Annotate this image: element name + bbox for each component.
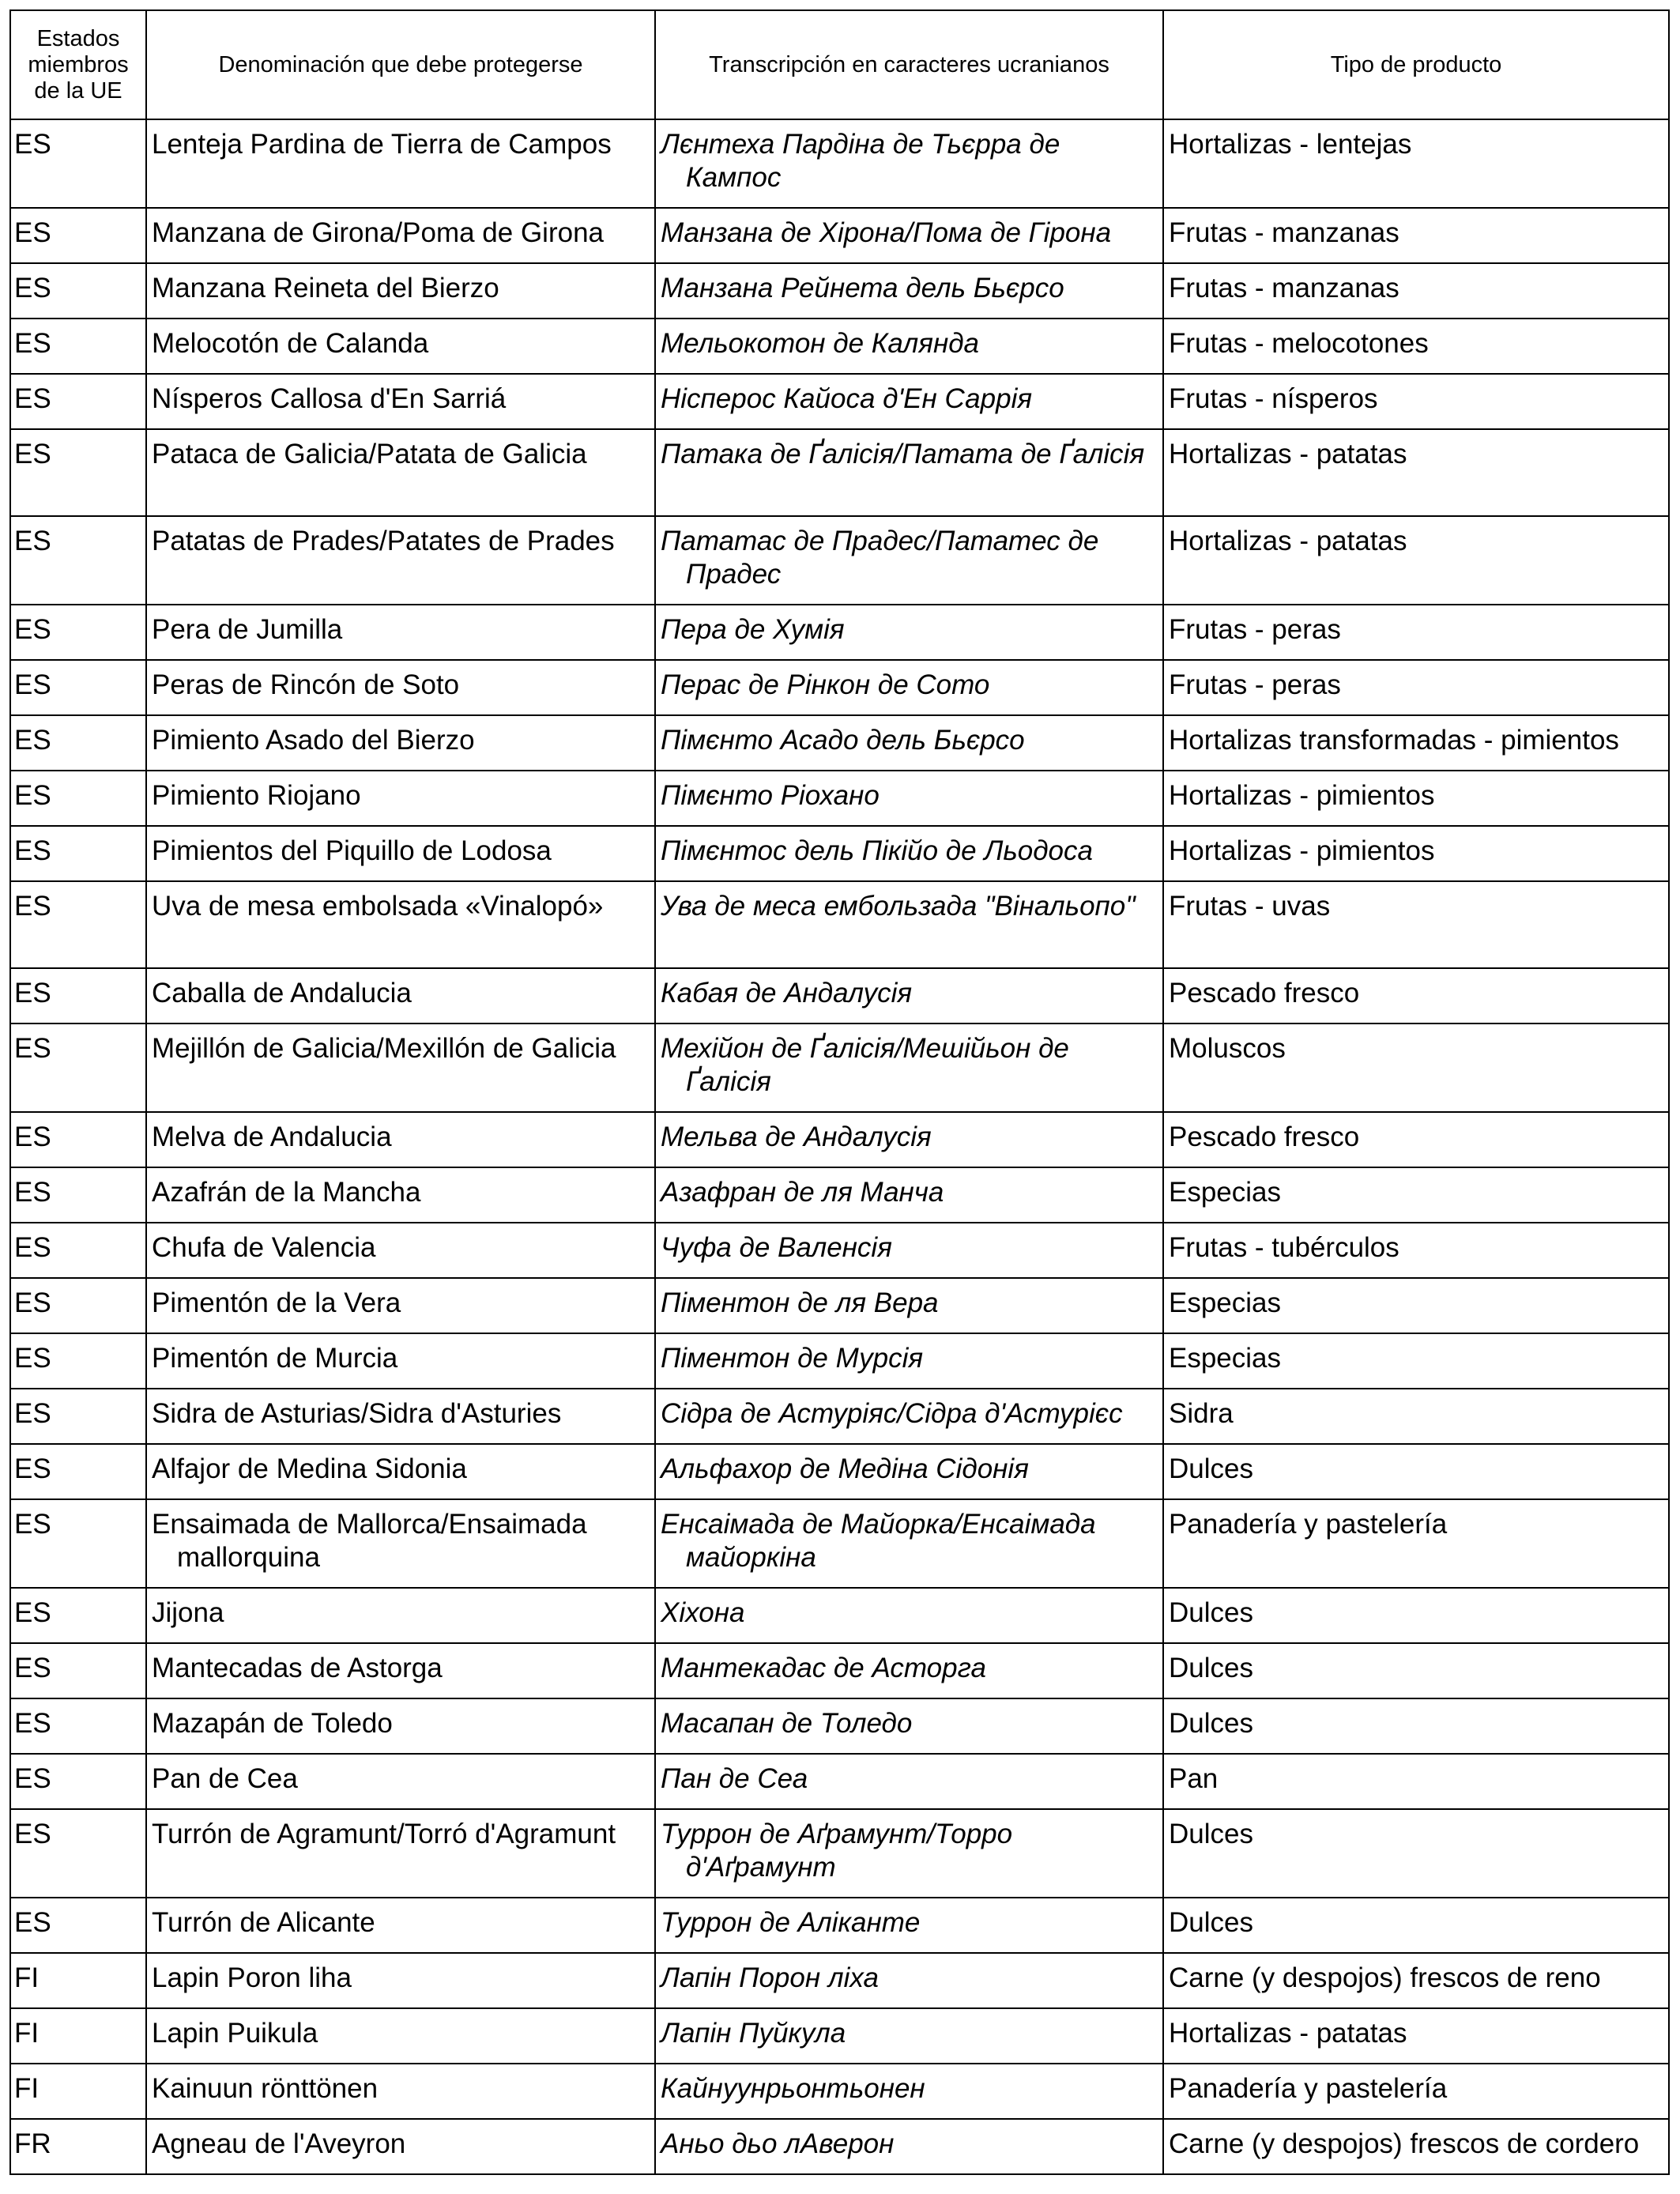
cell-product-type: Carne (y despojos) frescos de cordero bbox=[1163, 2119, 1669, 2174]
cell-member-state: ES bbox=[10, 119, 146, 208]
cell-protected-name: Manzana de Girona/Poma de Girona bbox=[146, 208, 655, 263]
cell-transcription: Лєнтеха Пардіна де Тьєрра де Кампос bbox=[655, 119, 1163, 208]
cell-protected-name: Nísperos Callosa d'En Sarriá bbox=[146, 374, 655, 429]
cell-member-state: FI bbox=[10, 1953, 146, 2008]
table-row bbox=[10, 374, 1669, 429]
cell-transcription: Туррон де Аліканте bbox=[655, 1898, 1163, 1953]
cell-transcription: Сідра де Астуріяс/Сідра д'Астурієс bbox=[655, 1389, 1163, 1444]
cell-product-type: Frutas - tubérculos bbox=[1163, 1223, 1669, 1278]
table-row bbox=[10, 1023, 1669, 1112]
cell-member-state: ES bbox=[10, 771, 146, 826]
cell-protected-name: Alfajor de Medina Sidonia bbox=[146, 1444, 655, 1499]
table-row bbox=[10, 715, 1669, 771]
cell-protected-name: Uva de mesa embolsada «Vinalopó» bbox=[146, 881, 655, 968]
cell-transcription: Пера де Хумія bbox=[655, 605, 1163, 660]
cell-protected-name: Peras de Rincón de Soto bbox=[146, 660, 655, 715]
cell-member-state: ES bbox=[10, 1167, 146, 1223]
cell-transcription: Туррон де Аґрамунт/Торро д'Аґрамунт bbox=[655, 1809, 1163, 1898]
cell-protected-name: Lenteja Pardina de Tierra de Campos bbox=[146, 119, 655, 208]
table-row bbox=[10, 319, 1669, 374]
table-row bbox=[10, 1953, 1669, 2008]
cell-transcription: Масапан де Толедо bbox=[655, 1698, 1163, 1754]
cell-protected-name: Pera de Jumilla bbox=[146, 605, 655, 660]
header-product-type: Tipo de producto bbox=[1163, 10, 1669, 119]
cell-member-state: ES bbox=[10, 605, 146, 660]
table-row bbox=[10, 1643, 1669, 1698]
cell-transcription: Пататас де Прадес/Пататес де Прадес bbox=[655, 516, 1163, 605]
table-row bbox=[10, 263, 1669, 319]
table-row bbox=[10, 1389, 1669, 1444]
table-row bbox=[10, 771, 1669, 826]
cell-member-state: ES bbox=[10, 1333, 146, 1389]
table-row bbox=[10, 1588, 1669, 1643]
cell-transcription: Піментон де ля Вера bbox=[655, 1278, 1163, 1333]
cell-product-type: Dulces bbox=[1163, 1444, 1669, 1499]
cell-product-type: Frutas - peras bbox=[1163, 605, 1669, 660]
cell-transcription: Пімєнто Асадо дель Бьєрсо bbox=[655, 715, 1163, 771]
cell-protected-name: Pimentón de Murcia bbox=[146, 1333, 655, 1389]
header-member-states: Estados miembros de la UE bbox=[10, 10, 146, 119]
cell-protected-name: Azafrán de la Mancha bbox=[146, 1167, 655, 1223]
cell-product-type: Hortalizas - pimientos bbox=[1163, 826, 1669, 881]
cell-transcription: Мельва де Андалусія bbox=[655, 1112, 1163, 1167]
table-row bbox=[10, 516, 1669, 605]
cell-product-type: Especias bbox=[1163, 1333, 1669, 1389]
header-protected-name: Denominación que debe protegerse bbox=[146, 10, 655, 119]
cell-protected-name: Pimiento Riojano bbox=[146, 771, 655, 826]
cell-transcription: Патака де Ґалісія/Патата де Ґалісія bbox=[655, 429, 1163, 516]
table-row bbox=[10, 1223, 1669, 1278]
cell-member-state: ES bbox=[10, 1809, 146, 1898]
cell-protected-name: Kainuun rönttönen bbox=[146, 2064, 655, 2119]
cell-member-state: ES bbox=[10, 1643, 146, 1698]
cell-product-type: Panadería y pastelería bbox=[1163, 2064, 1669, 2119]
table-row bbox=[10, 1167, 1669, 1223]
cell-product-type: Hortalizas - patatas bbox=[1163, 429, 1669, 516]
table-row bbox=[10, 1444, 1669, 1499]
cell-product-type: Dulces bbox=[1163, 1643, 1669, 1698]
cell-transcription: Хіхона bbox=[655, 1588, 1163, 1643]
cell-product-type: Pescado fresco bbox=[1163, 1112, 1669, 1167]
cell-product-type: Frutas - uvas bbox=[1163, 881, 1669, 968]
cell-member-state: ES bbox=[10, 1278, 146, 1333]
cell-member-state: ES bbox=[10, 1223, 146, 1278]
cell-transcription: Ніcперос Кайоса д'Ен Саррія bbox=[655, 374, 1163, 429]
table-row bbox=[10, 1333, 1669, 1389]
cell-product-type: Moluscos bbox=[1163, 1023, 1669, 1112]
cell-product-type: Panadería y pastelería bbox=[1163, 1499, 1669, 1588]
cell-member-state: ES bbox=[10, 881, 146, 968]
cell-member-state: ES bbox=[10, 660, 146, 715]
cell-member-state: ES bbox=[10, 968, 146, 1023]
cell-product-type: Dulces bbox=[1163, 1588, 1669, 1643]
cell-transcription: Аньо дьо лАверон bbox=[655, 2119, 1163, 2174]
cell-member-state: ES bbox=[10, 1389, 146, 1444]
cell-product-type: Hortalizas - patatas bbox=[1163, 516, 1669, 605]
table-row bbox=[10, 826, 1669, 881]
cell-product-type: Carne (y despojos) frescos de reno bbox=[1163, 1953, 1669, 2008]
cell-member-state: ES bbox=[10, 1112, 146, 1167]
cell-transcription: Піментон де Мурсія bbox=[655, 1333, 1163, 1389]
cell-protected-name: Manzana Reineta del Bierzo bbox=[146, 263, 655, 319]
cell-member-state: FI bbox=[10, 2064, 146, 2119]
table-row bbox=[10, 1898, 1669, 1953]
cell-transcription: Мехійон де Ґалісія/Мешійьон де Ґалісія bbox=[655, 1023, 1163, 1112]
cell-member-state: ES bbox=[10, 1754, 146, 1809]
cell-member-state: FR bbox=[10, 2119, 146, 2174]
cell-product-type: Hortalizas - pimientos bbox=[1163, 771, 1669, 826]
cell-member-state: ES bbox=[10, 1444, 146, 1499]
cell-protected-name: Agneau de l'Aveyron bbox=[146, 2119, 655, 2174]
cell-product-type: Pan bbox=[1163, 1754, 1669, 1809]
cell-protected-name: Turrón de Agramunt/Torró d'Agramunt bbox=[146, 1809, 655, 1898]
cell-protected-name: Pimiento Asado del Bierzo bbox=[146, 715, 655, 771]
cell-transcription: Азафран де ля Манча bbox=[655, 1167, 1163, 1223]
cell-member-state: ES bbox=[10, 1898, 146, 1953]
cell-protected-name: Mazapán de Toledo bbox=[146, 1698, 655, 1754]
cell-protected-name: Chufa de Valencia bbox=[146, 1223, 655, 1278]
cell-transcription: Ува де меса ембользада "Вінальопо" bbox=[655, 881, 1163, 968]
table-row bbox=[10, 1112, 1669, 1167]
table-row bbox=[10, 119, 1669, 208]
cell-protected-name: Lapin Puikula bbox=[146, 2008, 655, 2064]
cell-member-state: ES bbox=[10, 715, 146, 771]
cell-product-type: Frutas - manzanas bbox=[1163, 263, 1669, 319]
designations-table bbox=[9, 9, 1670, 2175]
cell-member-state: ES bbox=[10, 208, 146, 263]
table-row bbox=[10, 1499, 1669, 1588]
table-row bbox=[10, 1698, 1669, 1754]
cell-protected-name: Turrón de Alicante bbox=[146, 1898, 655, 1953]
cell-transcription: Чуфа де Валенсія bbox=[655, 1223, 1163, 1278]
cell-protected-name: Melocotón de Calanda bbox=[146, 319, 655, 374]
cell-protected-name: Sidra de Asturias/Sidra d'Asturies bbox=[146, 1389, 655, 1444]
cell-transcription: Пан де Сеа bbox=[655, 1754, 1163, 1809]
cell-member-state: ES bbox=[10, 1588, 146, 1643]
cell-transcription: Мантекадас де Асторга bbox=[655, 1643, 1163, 1698]
cell-protected-name: Patatas de Prades/Patates de Prades bbox=[146, 516, 655, 605]
cell-protected-name: Jijona bbox=[146, 1588, 655, 1643]
cell-member-state: ES bbox=[10, 1698, 146, 1754]
cell-transcription: Кайнуунрьонтьонен bbox=[655, 2064, 1163, 2119]
cell-transcription: Манзана де Хірона/Пома де Гірона bbox=[655, 208, 1163, 263]
table-row bbox=[10, 1809, 1669, 1898]
cell-product-type: Hortalizas transformadas - pimientos bbox=[1163, 715, 1669, 771]
table-row bbox=[10, 429, 1669, 516]
cell-product-type: Frutas - peras bbox=[1163, 660, 1669, 715]
cell-transcription: Мельокотон де Калянда bbox=[655, 319, 1163, 374]
table-row bbox=[10, 2008, 1669, 2064]
cell-protected-name: Mejillón de Galicia/Mexillón de Galicia bbox=[146, 1023, 655, 1112]
cell-product-type: Frutas - manzanas bbox=[1163, 208, 1669, 263]
cell-product-type: Hortalizas - lentejas bbox=[1163, 119, 1669, 208]
cell-product-type: Dulces bbox=[1163, 1809, 1669, 1898]
header-ukrainian-transcription: Transcripción en caracteres ucranianos bbox=[655, 10, 1163, 119]
cell-product-type: Dulces bbox=[1163, 1898, 1669, 1953]
cell-transcription: Альфахор де Медіна Сідонія bbox=[655, 1444, 1163, 1499]
table-row bbox=[10, 208, 1669, 263]
cell-protected-name: Pataca de Galicia/Patata de Galicia bbox=[146, 429, 655, 516]
cell-member-state: ES bbox=[10, 1023, 146, 1112]
cell-protected-name: Lapin Poron liha bbox=[146, 1953, 655, 2008]
table-row bbox=[10, 2119, 1669, 2174]
cell-member-state: ES bbox=[10, 826, 146, 881]
cell-member-state: ES bbox=[10, 429, 146, 516]
cell-product-type: Especias bbox=[1163, 1278, 1669, 1333]
cell-transcription: Манзана Рейнета дель Бьєрсо bbox=[655, 263, 1163, 319]
cell-transcription: Лапін Пуйкула bbox=[655, 2008, 1163, 2064]
cell-transcription: Лапін Порон ліха bbox=[655, 1953, 1163, 2008]
cell-product-type: Hortalizas - patatas bbox=[1163, 2008, 1669, 2064]
cell-protected-name: Pan de Cea bbox=[146, 1754, 655, 1809]
cell-product-type: Sidra bbox=[1163, 1389, 1669, 1444]
cell-member-state: ES bbox=[10, 1499, 146, 1588]
table-row bbox=[10, 881, 1669, 968]
cell-protected-name: Mantecadas de Astorga bbox=[146, 1643, 655, 1698]
cell-transcription: Кабая де Андалусія bbox=[655, 968, 1163, 1023]
table-row bbox=[10, 968, 1669, 1023]
table-row bbox=[10, 660, 1669, 715]
table-row bbox=[10, 2064, 1669, 2119]
cell-transcription: Енсаімада де Майорка/Енсаімада майоркіна bbox=[655, 1499, 1163, 1588]
cell-product-type: Frutas - nísperos bbox=[1163, 374, 1669, 429]
cell-product-type: Frutas - melocotones bbox=[1163, 319, 1669, 374]
cell-member-state: ES bbox=[10, 516, 146, 605]
cell-transcription: Перас де Рінкон де Сото bbox=[655, 660, 1163, 715]
cell-protected-name: Pimentón de la Vera bbox=[146, 1278, 655, 1333]
cell-protected-name: Pimientos del Piquillo de Lodosa bbox=[146, 826, 655, 881]
table-header-row bbox=[10, 10, 1669, 119]
cell-protected-name: Melva de Andalucia bbox=[146, 1112, 655, 1167]
cell-product-type: Pescado fresco bbox=[1163, 968, 1669, 1023]
cell-member-state: ES bbox=[10, 263, 146, 319]
cell-member-state: ES bbox=[10, 319, 146, 374]
cell-protected-name: Ensaimada de Mallorca/Ensaimada mallorquina bbox=[146, 1499, 655, 1588]
table-row bbox=[10, 1278, 1669, 1333]
cell-transcription: Пімєнто Ріохано bbox=[655, 771, 1163, 826]
cell-product-type: Dulces bbox=[1163, 1698, 1669, 1754]
cell-transcription: Пімєнтос дель Пікійо де Льодоса bbox=[655, 826, 1163, 881]
cell-product-type: Especias bbox=[1163, 1167, 1669, 1223]
table-row bbox=[10, 605, 1669, 660]
table-row bbox=[10, 1754, 1669, 1809]
cell-member-state: ES bbox=[10, 374, 146, 429]
cell-member-state: FI bbox=[10, 2008, 146, 2064]
cell-protected-name: Caballa de Andalucia bbox=[146, 968, 655, 1023]
